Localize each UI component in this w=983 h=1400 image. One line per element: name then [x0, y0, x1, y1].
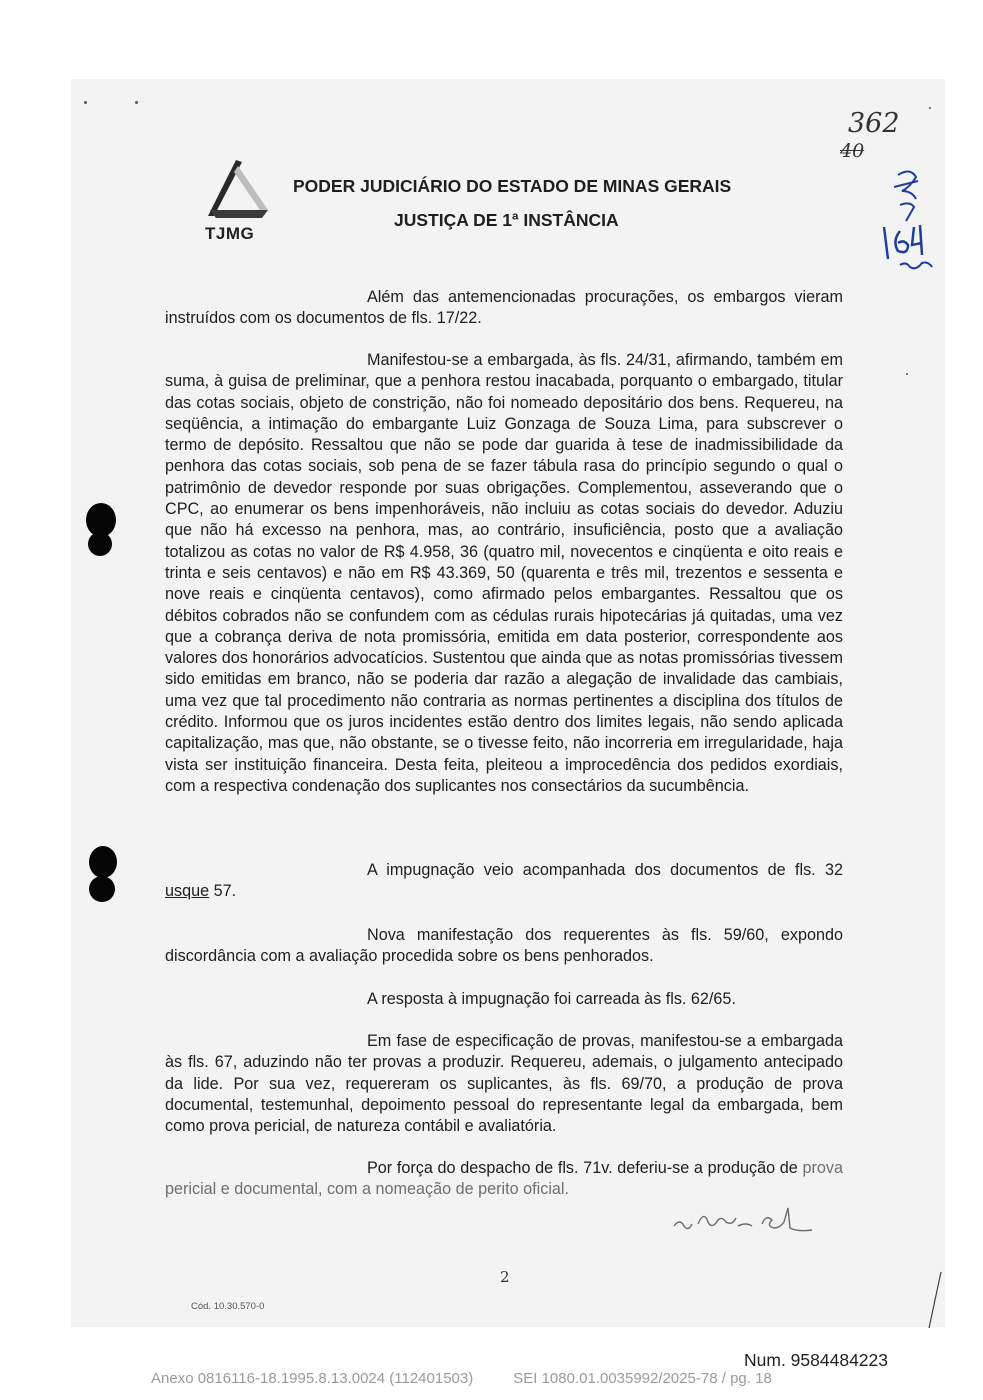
court-title: PODER JUDICIÁRIO DO ESTADO DE MINAS GERAIS — [293, 176, 732, 196]
handwritten-struck-number: 40 — [840, 140, 865, 162]
page-number: 2 — [500, 1268, 510, 1286]
punch-hole-top-2 — [88, 532, 112, 556]
edge-stroke-icon — [925, 1270, 945, 1330]
paragraph-documents: Além das antemencionadas procurações, os embargos vieram instruídos com os documentos de fls. 17/22. — [165, 288, 843, 328]
document-number: Num. 9584484223 — [744, 1350, 888, 1370]
punch-hole-bottom-1 — [89, 846, 117, 878]
paragraph-impugnacao: A impugnação veio acompanhada dos documentos de fls. 32 usque 57. — [165, 861, 843, 901]
signature-icon — [668, 1202, 818, 1240]
paragraph-especificacao-provas: Em fase de especificação de provas, manifestou-se a embargada às fls. 67, aduzindo não ter provas a produzir. Requereu, ademais, o julgamento antecipado da lide. Por sua vez, requereram os suplicantes, às fls. 69/70, a produção de prova documental, testemunhal, depoimento pessoal do representante legal da embargada, bem como prova pericial, de natureza contábil e avaliatória. — [165, 1032, 843, 1136]
handwritten-page-number: 362 — [848, 108, 900, 139]
court-subtitle: JUSTIÇA DE 1ª INSTÂNCIA — [394, 210, 619, 230]
punch-hole-bottom-2 — [89, 876, 115, 902]
form-code: Cód. 10.30.570-0 — [191, 1301, 265, 1312]
paragraph-despacho: Por força do despacho de fls. 71v. deferiu-se a produção de prova pericial e documental, com a nomeação de perito oficial. — [165, 1159, 843, 1199]
logo-label: TJMG — [205, 224, 255, 243]
paragraph-resposta: A resposta à impugnação foi carreada às fls. 62/65. — [367, 990, 736, 1008]
annex-reference — [151, 1370, 772, 1387]
paragraph-nova-manifestacao: Nova manifestação dos requerentes às fls. 59/60, expondo discordância com a avaliação procedida sobre os bens penhorados. — [165, 926, 843, 966]
annex-label: Anexo 0816116-18.1995.8.13.0024 (112401503) — [151, 1370, 474, 1387]
sei-reference: SEI 1080.01.0035992/2025-78 / pg. 18 — [513, 1370, 772, 1387]
handwritten-marks-icon — [870, 165, 950, 280]
paragraph-embargada-manifest: Manifestou-se a embargada, às fls. 24/31, afirmando, também em suma, à guisa de preliminar, que a penhora restou inacabada, porquanto o embargado, titular das cotas sociais, objeto de constrição, não foi nomeado depositário dos bens. Requereu, na seqüência, a intimação do embargante Luiz Gonzaga de Souza Lima, para subscrever o termo de depósito. Ressaltou que não se pode dar guarida à tese de inadmissibilidade da penhora das cotas sociais, sob pena de se fazer tábula rasa do princípio segundo o qual o patrimônio de devedor responde por suas obrigações. Complementou, asseverando que o CPC, ao enumerar os bens impenhoráveis, não incluiu as cotas sociais do devedor. Aduziu que não há excesso na penhora, mas, ao contrário, insuficiência, posto que a avaliação totalizou as cotas no valor de R$ 4.958, 36 (quatro mil, novecentos e cinqüenta e oito reais e trinta e seis centavos) e não em R$ 43.369, 50 (quarenta e três mil, trezentos e sessenta e nove reais e cinqüenta centavos), como afirmado pelos embargantes. Ressaltou que os débitos cobrados não se confundem com as cédulas rurais hipotecárias já quitadas, uma vez que a cobrança deriva de nota promissória, emitida em data posterior, correspondente aos valores dos honorários advocatícios. Sustentou que ainda que as notas promissórias tivessem sido emitidas em branco, não se poderia dar razão a alegação de invalidade das cambiais, uma vez que tal procedimento não contraria as normas pertinentes a disciplina dos títulos de crédito. Informou que os juros incidentes estão dentro dos limites legais, não sendo aplicada capitalização, mas que, não obstante, se o tivesse feito, não incorreria em irregularidade, haja vista ser instituição financeira. Desta feita, pleiteou a improcedência dos pedidos exordiais, com a respectiva condenação dos suplicantes nos consectários da sucumbência. — [165, 351, 843, 795]
